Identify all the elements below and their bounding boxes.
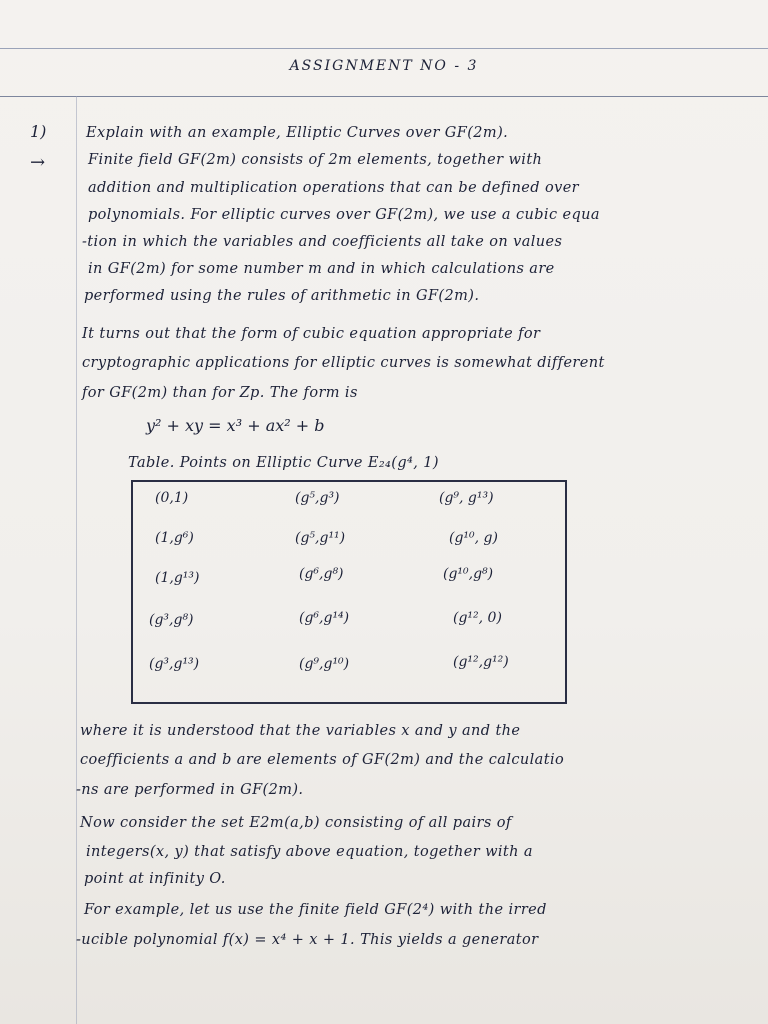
text-line-3: addition and multiplication operations that can be defined over — [88, 180, 580, 196]
text-line-16: point at infinity O. — [84, 871, 226, 887]
text-line-2: Finite field GF(2m) consists of 2m elements, together with — [88, 152, 543, 168]
text-line-6: in GF(2m) for some number m and in which calculations are — [88, 261, 555, 277]
text-line-8: It turns out that the form of cubic equation appropriate for — [82, 326, 541, 342]
text-line-9: cryptographic applications for elliptic curves is somewhat different — [82, 355, 605, 371]
table-cell: (g⁶,g¹⁴) — [299, 610, 350, 626]
table-caption: Table. Points on Elliptic Curve E₂₄(g⁴, 1) — [128, 455, 439, 471]
assignment-title: ASSIGNMENT NO - 3 — [289, 58, 479, 74]
text-line-14: Now consider the set E2m(a,b) consisting of all pairs of — [80, 815, 512, 831]
rule-line — [0, 48, 768, 49]
cubic-equation: y² + xy = x³ + ax² + b — [146, 416, 325, 435]
table-cell: (g⁵,g¹¹) — [295, 530, 346, 546]
table-cell: (g¹⁰,g⁸) — [443, 566, 494, 582]
margin-line — [76, 96, 77, 1024]
header-rule-line — [0, 96, 768, 97]
text-line-1: Explain with an example, Elliptic Curves over GF(2m). — [86, 125, 509, 141]
table-cell: (0,1) — [155, 490, 189, 506]
text-line-13: -ns are performed in GF(2m). — [76, 782, 304, 798]
text-line-12: coefficients a and b are elements of GF(2m) and the calculatio — [80, 752, 565, 768]
text-line-18: -ucible polynomial f(x) = x⁴ + x + 1. This yields a generator — [76, 932, 539, 948]
text-line-5: -tion in which the variables and coefficients all take on values — [82, 234, 563, 250]
table-cell: (g⁹,g¹⁰) — [299, 656, 350, 672]
text-line-11: where it is understood that the variables x and y and the — [80, 723, 521, 739]
table-cell: (g¹⁰, g) — [449, 530, 498, 546]
table-cell: (g⁵,g³) — [295, 490, 340, 506]
question-number: 1) — [30, 122, 47, 141]
table-cell: (1,g⁶) — [155, 530, 194, 546]
table-cell: (g¹², 0) — [453, 610, 502, 626]
text-line-4: polynomials. For elliptic curves over GF(2m), we use a cubic equa — [88, 207, 600, 223]
table-cell: (g³,g¹³) — [149, 656, 200, 672]
text-line-17: For example, let us use the finite field GF(2⁴) with the irred — [84, 902, 547, 918]
text-line-7: performed using the rules of arithmetic in GF(2m). — [84, 288, 480, 304]
text-line-15: integers(x, y) that satisfy above equation, together with a — [86, 844, 533, 860]
text-line-10: for GF(2m) than for Zp. The form is — [82, 385, 358, 401]
table-cell: (1,g¹³) — [155, 570, 200, 586]
table-cell: (g⁹, g¹³) — [439, 490, 494, 506]
table-cell: (g¹²,g¹²) — [453, 654, 509, 670]
table-cell: (g⁶,g⁸) — [299, 566, 344, 582]
points-table — [131, 480, 567, 704]
table-cell: (g³,g⁸) — [149, 612, 194, 628]
arrow-mark: → — [30, 152, 46, 173]
